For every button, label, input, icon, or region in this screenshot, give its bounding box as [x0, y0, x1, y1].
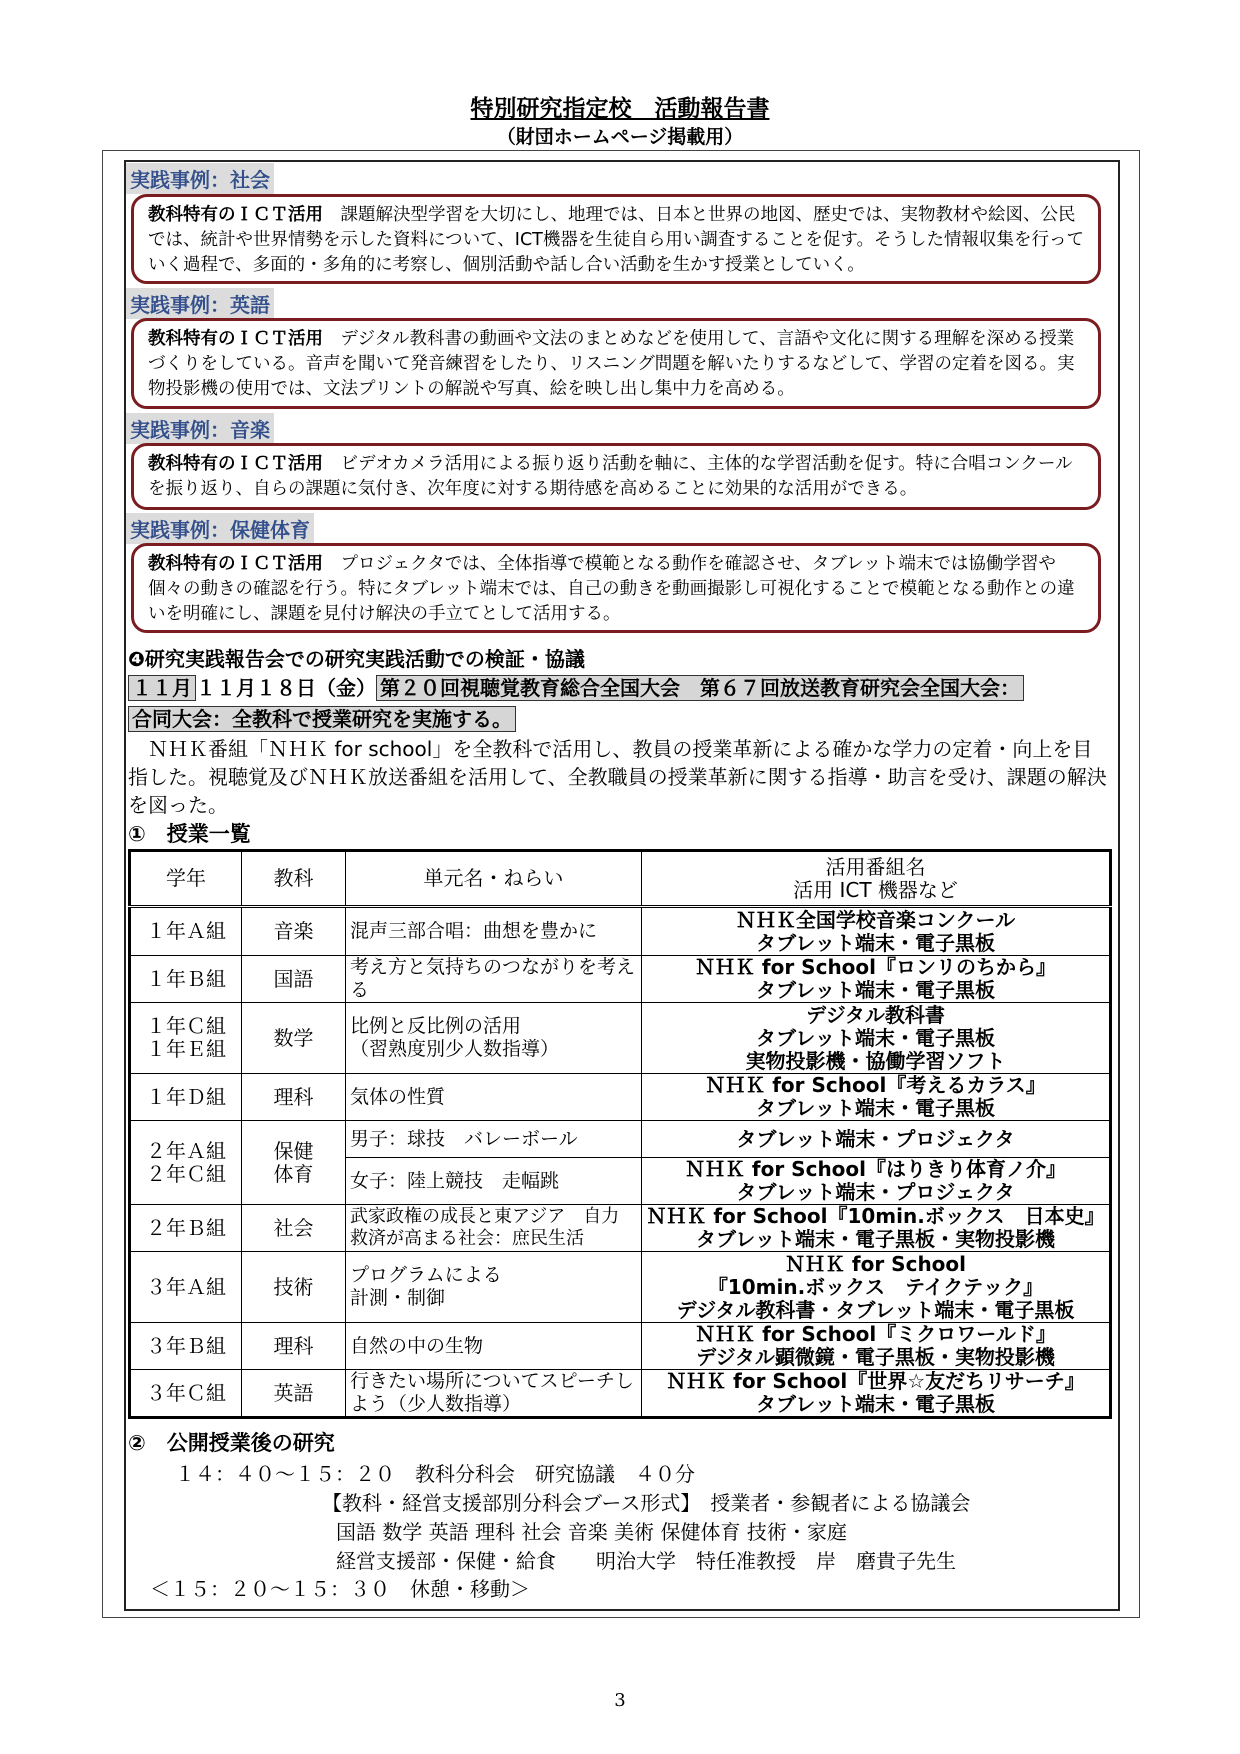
page-subtitle: （財団ホームページ掲載用） — [496, 126, 744, 148]
col-media-label-1: 活用番組名 — [825, 854, 926, 879]
cell-grade: １年Ｂ組 — [130, 956, 242, 1003]
event-line-1 — [128, 672, 1024, 701]
unit-line: 計測・制御 — [350, 1287, 446, 1309]
cell-media — [642, 956, 1111, 1003]
table-row — [130, 1370, 1111, 1418]
cell-media — [642, 1205, 1111, 1252]
cell-subject — [242, 1121, 346, 1205]
cell-unit: 考え方と気持ちのつながりを考える — [346, 956, 642, 1003]
cell-grade: ３年Ｂ組 — [130, 1323, 242, 1370]
media-line: デジタル教科書 — [806, 1002, 945, 1027]
cell-unit: 混声三部合唱：曲想を豊かに — [346, 907, 642, 956]
cell-unit — [346, 1003, 642, 1074]
media-line: デジタル顕微鏡・電子黒板・実物投影機 — [696, 1345, 1055, 1369]
cell-grade: ２年Ｂ組 — [130, 1205, 242, 1252]
media-line: ＮＨＫ for School — [784, 1251, 967, 1276]
media-line: ＮＨＫ for School『ロンリのちから』 — [694, 955, 1057, 979]
event-title-2: 合同大会：全教科で授業研究を実施する。 — [128, 706, 516, 732]
cell-subject: 社会 — [242, 1205, 346, 1252]
subject-line: 保健 — [273, 1138, 314, 1163]
event-line-2 — [128, 703, 516, 732]
lessons-heading: ① 授業一覧 — [128, 822, 251, 846]
media-line: ＮＨＫ for School『10min.ボックス 日本史』 — [646, 1204, 1105, 1228]
case-label: 教科特有のＩＣＴ活用 — [148, 454, 323, 474]
grade-line: ２年Ａ組 — [146, 1138, 226, 1163]
cell-grade — [130, 1003, 242, 1074]
col-media-label-2: 活用 ICT 機器など — [793, 877, 958, 902]
subject-line: 体育 — [273, 1161, 314, 1186]
cell-media — [642, 907, 1111, 956]
research-line-3: 国語 数学 英語 理科 社会 音楽 美術 保健体育 技術・家庭 — [336, 1520, 847, 1544]
case-body: プロジェクタでは、全体指導で模範となる動作を確認させ、タブレット端末では協働学習や個々の動きの確認を行う。特にタブレット端末では、自己の動きを動画撮影し可視化することで模範となる動作との違いを明確にし、課題を見付け解決の手立てとして活用する。 — [148, 554, 1075, 624]
research-line-5: ＜１５：２０～１５：３０ 休憩・移動＞ — [150, 1577, 530, 1601]
event-title-1: 第２０回視聴覚教育総合全国大会 第６７回放送教育研究会全国大会： — [376, 675, 1024, 701]
media-line: タブレット端末・電子黒板 — [756, 930, 995, 955]
case-heading-english: 実践事例：英語 — [126, 288, 274, 319]
case-label: 教科特有のＩＣＴ活用 — [148, 329, 323, 349]
col-unit: 単元名・ねらい — [346, 851, 642, 907]
case-body: デジタル教科書の動画や文法のまとめなどを使用して、言語や文化に関する理解を深める授業づくりをしている。音声を聞いて発音練習をしたり、リスニング問題を解いたりするなどして、学習の定着を図る。実物投影機の使用では、文法プリントの解説や写真、絵を映し出し集中力を高める。 — [148, 329, 1075, 399]
page-number: 3 — [614, 1690, 626, 1711]
table-header-row — [130, 851, 1111, 907]
media-line: ＮＨＫ for School『考えるカラス』 — [705, 1073, 1046, 1097]
media-line: ＮＨＫ for School『世界☆友だちリサーチ』 — [666, 1369, 1085, 1393]
case-box-social — [131, 194, 1101, 284]
media-line: ＮＨＫ for School『はりきり体育ノ介』 — [684, 1157, 1067, 1181]
cell-unit: 行きたい場所についてスピーチしよう（少人数指導） — [346, 1370, 642, 1418]
cell-subject: 数学 — [242, 1003, 346, 1074]
media-line: ＮＨＫ for School『ミクロワールド』 — [695, 1322, 1056, 1346]
lesson-table — [128, 849, 1112, 1419]
unit-line: 比例と反比例の活用 — [350, 1015, 522, 1037]
case-heading-pe: 実践事例：保健体育 — [126, 513, 314, 544]
cell-unit: 武家政権の成長と東アジア 自力救済が高まる社会：庶民生活 — [346, 1205, 642, 1252]
media-line: デジタル教科書・タブレット端末・電子黒板 — [676, 1297, 1075, 1322]
col-grade: 学年 — [130, 851, 242, 907]
cell-subject: 国語 — [242, 956, 346, 1003]
case-body: ビデオカメラ活用による振り返り活動を軸に、主体的な学習活動を促す。特に合唱コンクールを振り返り、自らの課題に気付き、次年度に対する期待感を高めることに効果的な活用ができる。 — [148, 454, 1073, 499]
unit-line: （習熟度別少人数指導） — [350, 1038, 560, 1060]
table-row — [130, 1252, 1111, 1323]
section4-paragraph: ＮＨＫ番組「ＮＨＫ for school」を全教科で活用し、教員の授業革新による確かな学力の定着・向上を目指した。視聴覚及びＮＨＫ放送番組を活用して、全教職員の授業革新に関する指導・助言を受け、課題の解決を図った。 — [128, 737, 1107, 817]
cell-subject: 技術 — [242, 1252, 346, 1323]
cell-unit: 女子：陸上競技 走幅跳 — [346, 1158, 642, 1205]
section4-heading: ❹研究実践報告会での研究実践活動での検証・協議 — [128, 647, 585, 671]
col-subject: 教科 — [242, 851, 346, 907]
table-row — [130, 1205, 1111, 1252]
table-row — [130, 1003, 1111, 1074]
cell-media — [642, 1252, 1111, 1323]
cell-media — [642, 1003, 1111, 1074]
media-line: 『10min.ボックス テイクテック』 — [707, 1274, 1044, 1299]
table-row — [130, 1121, 1111, 1158]
unit-line: プログラムによる — [350, 1264, 502, 1286]
cell-unit: 男子：球技 バレーボール — [346, 1121, 642, 1158]
cell-unit — [346, 1252, 642, 1323]
cell-subject: 英語 — [242, 1370, 346, 1418]
media-line: タブレット端末・プロジェクタ — [736, 1180, 1015, 1204]
case-heading-social: 実践事例：社会 — [126, 163, 274, 194]
case-box-music — [131, 443, 1101, 510]
research-line-1: １４：４０～１５：２０ 教科分科会 研究協議 ４０分 — [175, 1462, 695, 1486]
case-body: 課題解決型学習を大切にし、地理では、日本と世界の地図、歴史では、実物教材や絵図、公民では、統計や世界情勢を示した資料について、ICT機器を生徒自ら用い調査することを促す。そうした情報収集を行っていく過程で、多面的・多角的に考察し、個別活動や話し合い活動を生かす授業としていく。 — [148, 205, 1084, 275]
case-heading-music: 実践事例：音楽 — [126, 413, 274, 444]
case-label: 教科特有のＩＣＴ活用 — [148, 205, 323, 225]
page-title: 特別研究指定校 活動報告書 — [470, 96, 770, 122]
cell-grade: １年Ａ組 — [130, 907, 242, 956]
table-row — [130, 1323, 1111, 1370]
table-row — [130, 1074, 1111, 1121]
table-row — [130, 907, 1111, 956]
media-line: タブレット端末・プロジェクタ — [736, 1126, 1015, 1151]
event-date: １１月１８日（金） — [196, 676, 376, 700]
media-line: タブレット端末・電子黒板 — [756, 1392, 995, 1416]
media-line: タブレット端末・電子黒板 — [756, 1096, 995, 1120]
cell-subject: 音楽 — [242, 907, 346, 956]
grade-line: ２年Ｃ組 — [146, 1161, 226, 1186]
table-row — [130, 956, 1111, 1003]
grade-line: １年Ｃ組 — [146, 1014, 226, 1038]
case-box-pe — [131, 543, 1101, 633]
cell-media — [642, 1323, 1111, 1370]
cell-grade: ３年Ａ組 — [130, 1252, 242, 1323]
cell-media — [642, 1121, 1111, 1158]
research-heading: ② 公開授業後の研究 — [128, 1431, 335, 1455]
cell-grade: ３年Ｃ組 — [130, 1370, 242, 1418]
case-label: 教科特有のＩＣＴ活用 — [148, 554, 323, 574]
cell-media — [642, 1370, 1111, 1418]
media-line: 実物投影機・協働学習ソフト — [745, 1048, 1006, 1073]
cell-subject: 理科 — [242, 1323, 346, 1370]
media-line: タブレット端末・電子黒板 — [756, 1025, 995, 1050]
research-line-4: 経営支援部・保健・給食 明治大学 特任准教授 岸 磨貴子先生 — [336, 1549, 956, 1573]
cell-media — [642, 1158, 1111, 1205]
research-line-2: 【教科・経営支援部別分科会ブース形式】 授業者・参観者による協議会 — [322, 1491, 971, 1515]
cell-unit: 気体の性質 — [346, 1074, 642, 1121]
event-month: １１月 — [128, 675, 196, 701]
media-line: タブレット端末・電子黒板・実物投影機 — [696, 1227, 1055, 1251]
cell-grade — [130, 1121, 242, 1205]
case-box-english — [131, 318, 1101, 409]
col-media — [642, 851, 1111, 907]
media-line: タブレット端末・電子黒板 — [756, 978, 995, 1002]
grade-line: １年Ｅ組 — [146, 1037, 226, 1061]
cell-subject: 理科 — [242, 1074, 346, 1121]
cell-unit: 自然の中の生物 — [346, 1323, 642, 1370]
cell-grade: １年Ｄ組 — [130, 1074, 242, 1121]
cell-media — [642, 1074, 1111, 1121]
media-line: ＮＨＫ全国学校音楽コンクール — [735, 907, 1016, 932]
